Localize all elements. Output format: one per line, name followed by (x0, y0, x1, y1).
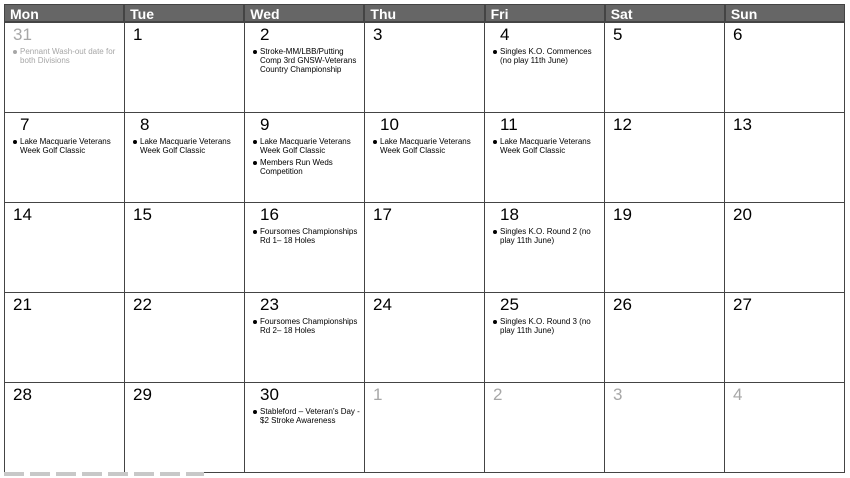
day-cell[interactable] (605, 293, 725, 383)
event-item[interactable]: Singles K.O. Round 2 (no play 11th June) (493, 227, 600, 245)
day-number: 17 (373, 205, 392, 224)
day-cell[interactable] (5, 203, 125, 293)
day-number: 1 (133, 25, 143, 44)
day-cell[interactable] (125, 113, 245, 203)
day-number: 18 (500, 205, 519, 224)
day-cell[interactable] (725, 203, 845, 293)
day-number: 25 (500, 295, 519, 314)
day-number: 5 (613, 25, 623, 44)
day-number: 29 (133, 385, 152, 404)
day-cell[interactable] (485, 293, 605, 383)
calendar-grid (4, 22, 845, 473)
day-number: 26 (613, 295, 632, 314)
event-item[interactable]: Foursomes Championships Rd 1– 18 Holes (253, 227, 360, 245)
day-cell[interactable] (245, 203, 365, 293)
weekday-header-tue: Tue (124, 4, 244, 22)
day-cell[interactable] (365, 383, 485, 473)
day-cell[interactable] (725, 293, 845, 383)
weekday-header-sat: Sat (605, 4, 725, 22)
day-number: 19 (613, 205, 632, 224)
day-cell[interactable] (5, 293, 125, 383)
day-cell[interactable] (725, 383, 845, 473)
day-number: 7 (20, 115, 30, 134)
weekday-header-row (4, 4, 845, 22)
day-number: 9 (260, 115, 270, 134)
event-item[interactable]: Lake Macquarie Veterans Week Golf Classic (13, 137, 120, 155)
day-cell[interactable] (245, 113, 365, 203)
day-number: 2 (260, 25, 270, 44)
day-cell[interactable] (365, 293, 485, 383)
event-item[interactable]: Stroke-MM/LBB/Putting Comp 3rd GNSW-Veterans Country Championship (253, 47, 360, 74)
day-cell[interactable] (485, 113, 605, 203)
day-cell[interactable] (605, 383, 725, 473)
day-number: 12 (613, 115, 632, 134)
day-number: 8 (140, 115, 150, 134)
calendar (4, 4, 845, 473)
day-number: 21 (13, 295, 32, 314)
event-item[interactable]: Lake Macquarie Veterans Week Golf Classic (493, 137, 600, 155)
day-cell[interactable] (5, 113, 125, 203)
day-number: 1 (373, 385, 383, 404)
day-number: 14 (13, 205, 32, 224)
day-cell[interactable] (245, 23, 365, 113)
event-item[interactable]: Singles K.O. Round 3 (no play 11th June) (493, 317, 600, 335)
day-cell[interactable] (125, 293, 245, 383)
day-cell[interactable] (5, 23, 125, 113)
day-number: 20 (733, 205, 752, 224)
day-number: 11 (500, 115, 518, 134)
day-number: 30 (260, 385, 279, 404)
weekday-header-fri: Fri (485, 4, 605, 22)
day-cell[interactable] (245, 383, 365, 473)
day-number: 6 (733, 25, 743, 44)
day-number: 27 (733, 295, 752, 314)
day-cell[interactable] (245, 293, 365, 383)
day-cell[interactable] (485, 23, 605, 113)
day-number: 16 (260, 205, 279, 224)
day-cell[interactable] (725, 23, 845, 113)
event-item[interactable]: Stableford – Veteran's Day - $2 Stroke Awareness (253, 407, 360, 425)
weekday-header-mon: Mon (4, 4, 124, 22)
weekday-header-wed: Wed (244, 4, 364, 22)
footer-legend-strip (4, 472, 204, 476)
day-cell[interactable] (365, 23, 485, 113)
weekday-header-thu: Thu (364, 4, 484, 22)
day-cell[interactable] (725, 113, 845, 203)
day-number: 15 (133, 205, 152, 224)
event-item[interactable]: Singles K.O. Commences (no play 11th June) (493, 47, 600, 65)
day-cell[interactable] (125, 23, 245, 113)
event-item[interactable]: Pennant Wash-out date for both Divisions (13, 47, 120, 65)
event-item[interactable]: Lake Macquarie Veterans Week Golf Classic (253, 137, 360, 155)
day-cell[interactable] (365, 203, 485, 293)
day-cell[interactable] (485, 383, 605, 473)
day-cell[interactable] (605, 203, 725, 293)
day-number: 2 (493, 385, 503, 404)
day-number: 31 (13, 25, 32, 44)
event-item[interactable]: Members Run Weds Competition (253, 158, 360, 176)
day-number: 3 (613, 385, 623, 404)
day-number: 23 (260, 295, 279, 314)
day-number: 13 (733, 115, 752, 134)
day-cell[interactable] (5, 383, 125, 473)
event-item[interactable]: Lake Macquarie Veterans Week Golf Classic (133, 137, 240, 155)
day-number: 4 (733, 385, 743, 404)
day-number: 10 (380, 115, 399, 134)
event-item[interactable]: Lake Macquarie Veterans Week Golf Classic (373, 137, 480, 155)
day-cell[interactable] (605, 113, 725, 203)
day-number: 28 (13, 385, 32, 404)
day-number: 22 (133, 295, 152, 314)
day-number: 24 (373, 295, 392, 314)
event-item[interactable]: Foursomes Championships Rd 2– 18 Holes (253, 317, 360, 335)
day-cell[interactable] (605, 23, 725, 113)
day-cell[interactable] (125, 203, 245, 293)
day-cell[interactable] (365, 113, 485, 203)
day-cell[interactable] (485, 203, 605, 293)
day-cell[interactable] (125, 383, 245, 473)
day-number: 3 (373, 25, 383, 44)
day-number: 4 (500, 25, 510, 44)
weekday-header-sun: Sun (725, 4, 845, 22)
